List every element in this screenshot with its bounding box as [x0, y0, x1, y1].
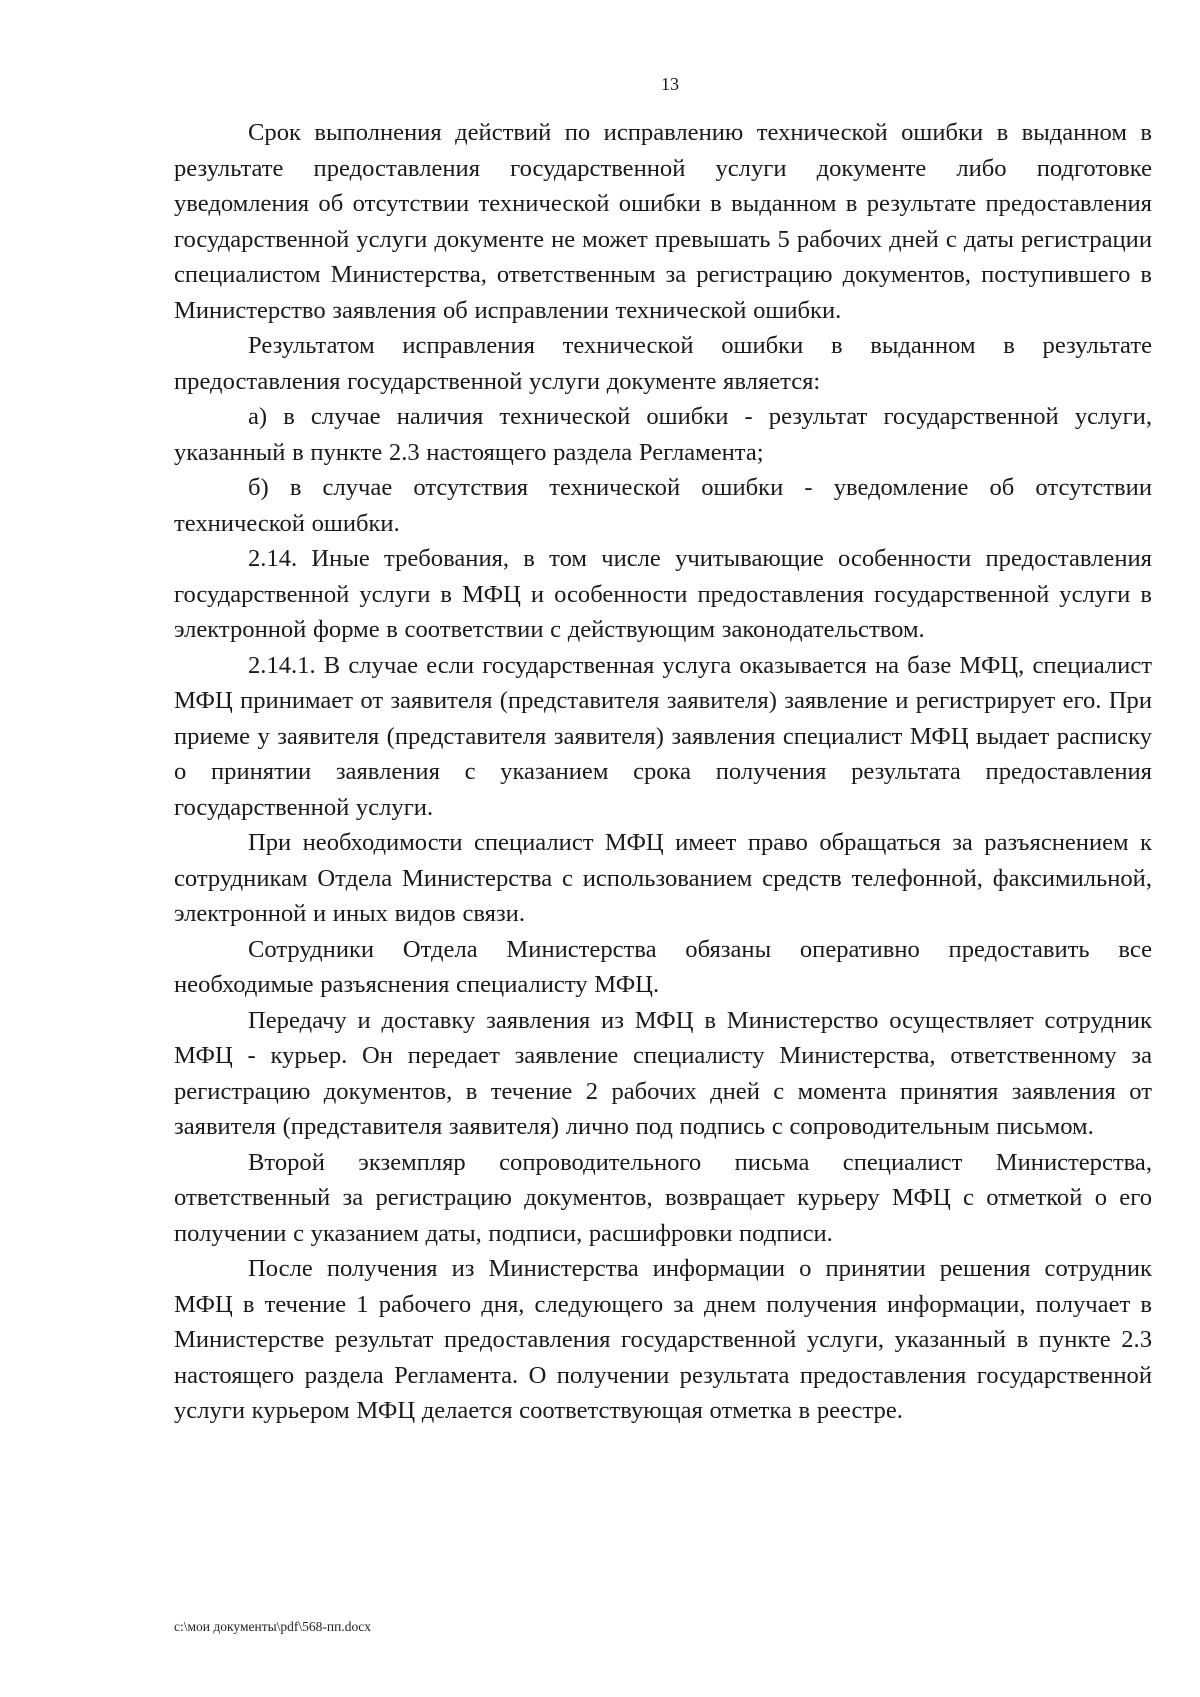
paragraph-item-a: а) в случае наличия технической ошибки - результат государственной услуги, указанный в пункте 2.3 настоящего раздела Регламента;: [174, 403, 1152, 466]
paragraph-courier-delivery: Передачу и доставку заявления из МФЦ в Министерство осуществляет сотрудник МФЦ - курьер. Он передает заявление специалисту Министерства, ответственному за регистрацию документов, в течение 2 рабочих дней с момента принятия заявления от заявителя (представителя заявителя) лично под подпись с сопроводительным письмом.: [174, 1006, 1152, 1140]
paragraph-clarification-right: При необходимости специалист МФЦ имеет право обращаться за разъяснением к сотрудникам Отдела Министерства с использованием средств телефонной, факсимильной, электронной и иных видов связи.: [174, 829, 1152, 927]
page-number: 13: [661, 74, 679, 94]
paragraph-result-receipt: После получения из Министерства информации о принятии решения сотрудник МФЦ в течение 1 рабочего дня, следующего за днем получения информации, получает в Министерстве результат предоставления государственной услуги, указанный в пункте 2.3 настоящего раздела Регламента. О получении результата предоставления государственной услуги курьером МФЦ делается соответствующая отметка в реестре.: [174, 1255, 1152, 1424]
paragraph-correction-result: Результатом исправления технической ошибки в выданном в результате предоставления государственной услуги документе является:: [174, 332, 1152, 395]
paragraph-department-duty: Сотрудники Отдела Министерства обязаны оперативно предоставить все необходимые разъяснения специалисту МФЦ.: [174, 935, 1152, 998]
paragraph-section-2-14: 2.14. Иные требования, в том числе учитывающие особенности предоставления государственной услуги в МФЦ и особенности предоставления государственной услуги в электронной форме в соответствии с действующим законодательством.: [174, 545, 1152, 643]
document-body: [174, 115, 1152, 1429]
footer-file-path: c:\мои документы\pdf\568-пп.docx: [174, 1619, 371, 1634]
paragraph-correction-term: Срок выполнения действий по исправлению технической ошибки в выданном в результате предоставления государственной услуги документе либо подготовке уведомления об отсутствии технической ошибки в выданном в результате предоставления государственной услуги документе не может превышать 5 рабочих дней с даты регистрации специалистом Министерства, ответственным за регистрацию документов, поступившего в Министерство заявления об исправлении технической ошибки.: [174, 119, 1152, 324]
paragraph-second-copy: Второй экземпляр сопроводительного письма специалист Министерства, ответственный за регистрацию документов, возвращает курьеру МФЦ с отметкой о его получении с указанием даты, подписи, расшифровки подписи.: [174, 1148, 1152, 1247]
paragraph-item-b: б) в случае отсутствия технической ошибки - уведомление об отсутствии технической ошибки.: [174, 474, 1152, 537]
paragraph-section-2-14-1: 2.14.1. В случае если государственная услуга оказывается на базе МФЦ, специалист МФЦ принимает от заявителя (представителя заявителя) заявление и регистрирует его. При приеме у заявителя (представителя заявителя) заявления специалист МФЦ выдает расписку о принятии заявления с указанием срока получения результата предоставления государственной услуги.: [174, 651, 1152, 821]
